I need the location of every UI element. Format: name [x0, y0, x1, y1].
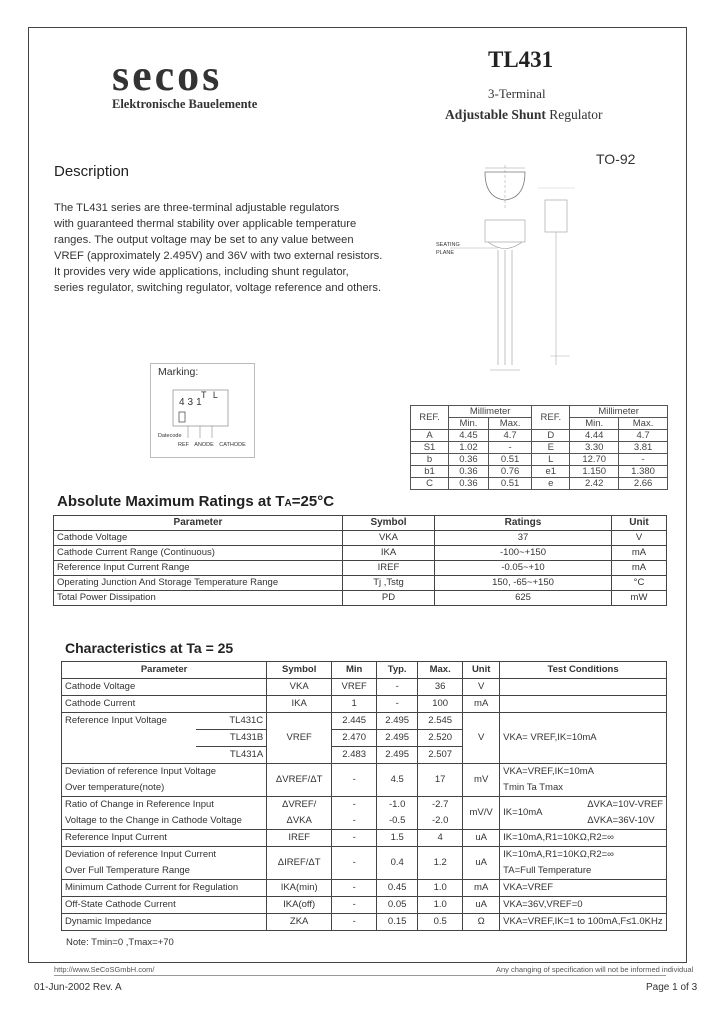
abs-max-cell: Cathode Voltage	[54, 531, 343, 546]
dim-header-ref2: REF.	[532, 406, 570, 430]
char-cell: 1.2	[418, 847, 463, 880]
desc-line: VREF (approximately 2.495V) and 36V with two external resistors.	[54, 250, 383, 262]
dim-cell: 1.02	[449, 442, 489, 454]
char-cell	[62, 847, 267, 880]
char-cell	[500, 679, 667, 696]
char-cell-line: -2.0	[431, 815, 449, 826]
dim-cell: 4.45	[449, 430, 489, 442]
char-cell: Reference Input Current	[62, 830, 267, 847]
table-row	[411, 442, 668, 454]
char-cell-line: -1.0	[388, 799, 406, 810]
char-cell: 17	[418, 764, 463, 797]
abs-max-cell: 625	[435, 591, 612, 606]
table-row	[62, 713, 667, 730]
char-cell: 2.470	[332, 730, 377, 747]
char-cell-line: Voltage to the Change in Cathode Voltage	[65, 815, 242, 826]
dim-cell: 4.7	[619, 430, 668, 442]
abs-max-heading	[57, 493, 334, 510]
dim-cell: 2.42	[570, 478, 619, 490]
char-cell: Dynamic Impedance	[62, 914, 267, 931]
abs-max-cell: PD	[343, 591, 435, 606]
dim-cell: 0.51	[488, 478, 531, 490]
char-cell: ΔIREF/ΔT	[267, 847, 332, 880]
subtitle-regulator	[445, 107, 603, 123]
char-cell	[332, 797, 377, 830]
dim-min: Min.	[449, 418, 489, 430]
char-cell: Ω	[463, 914, 500, 931]
char-cell: -	[332, 880, 377, 897]
desc-line: with guaranteed thermal stability over applicable temperature	[54, 218, 357, 230]
abs-max-heading-text: Absolute Maximum Ratings at T	[57, 493, 285, 510]
company-logo: secos	[112, 51, 223, 100]
dim-cell: 3.30	[570, 442, 619, 454]
char-cell: 36	[418, 679, 463, 696]
abs-max-cell: Cathode Current Range (Continuous)	[54, 546, 343, 561]
table-row	[411, 454, 668, 466]
footer-divider	[54, 975, 666, 976]
char-cell: VREF	[267, 713, 332, 764]
dim-cell: 0.51	[488, 454, 531, 466]
dim-header-row	[411, 406, 668, 418]
char-cell-line: TA=Full Temperature	[503, 865, 592, 876]
dim-cell: S1	[411, 442, 449, 454]
char-cell: mA	[463, 696, 500, 713]
package-name: TO-92	[596, 151, 636, 167]
abs-max-cell: Operating Junction And Storage Temperature Range	[54, 576, 343, 591]
char-header: Test Conditions	[500, 662, 667, 679]
abs-max-cell: 37	[435, 531, 612, 546]
dim-cell: C	[411, 478, 449, 490]
char-cell: mV	[463, 764, 500, 797]
char-cell: 0.4	[377, 847, 418, 880]
pin-labels: REF ANODE CATHODE	[178, 442, 246, 448]
char-cell: VKA= VREF,IK=10mA	[500, 713, 667, 764]
char-header: Symbol	[267, 662, 332, 679]
char-cell: -	[332, 764, 377, 797]
dim-cell: -	[488, 442, 531, 454]
abs-max-cell: -0.05~+10	[435, 561, 612, 576]
char-cell: 4	[418, 830, 463, 847]
dim-cell: 4.44	[570, 430, 619, 442]
desc-line: The TL431 series are three-terminal adjustable regulators	[54, 202, 340, 214]
char-cell: IREF	[267, 830, 332, 847]
char-cell: 2.495	[377, 713, 418, 730]
desc-line: It provides very wide applications, including shunt regulator,	[54, 266, 349, 278]
char-cell: Reference Input Voltage	[62, 713, 197, 764]
table-row	[62, 897, 667, 914]
char-cell: -	[377, 696, 418, 713]
abs-max-cell: mW	[612, 591, 667, 606]
table-row	[54, 576, 667, 591]
part-number: TL431	[488, 47, 554, 72]
abs-max-heading-sub: A	[284, 498, 292, 509]
dim-cell: E	[532, 442, 570, 454]
subtitle-rest: Regulator	[545, 107, 603, 122]
table-row	[62, 679, 667, 696]
char-cell	[62, 797, 267, 830]
marking-title: Marking:	[158, 366, 199, 378]
char-cell-line: Tmin Ta Tmax	[503, 782, 564, 793]
char-cell: 0.15	[377, 914, 418, 931]
dim-cell: 1.150	[570, 466, 619, 478]
abs-max-cell: °C	[612, 576, 667, 591]
char-header: Max.	[418, 662, 463, 679]
dim-cell: 0.76	[488, 466, 531, 478]
char-cell: VKA=VREF	[500, 880, 667, 897]
table-row	[411, 430, 668, 442]
char-cell: uA	[463, 897, 500, 914]
char-cell: 0.5	[418, 914, 463, 931]
dim-cell: b	[411, 454, 449, 466]
dim-cell: L	[532, 454, 570, 466]
abs-max-cell: mA	[612, 546, 667, 561]
char-cell: 100	[418, 696, 463, 713]
dim-cell: 3.81	[619, 442, 668, 454]
package-drawing	[430, 160, 590, 380]
char-cell: Off-State Cathode Current	[62, 897, 267, 914]
char-header-row	[62, 662, 667, 679]
char-cell: Minimum Cathode Current for Regulation	[62, 880, 267, 897]
char-cell: IKA(off)	[267, 897, 332, 914]
plane-label: PLANE	[436, 250, 455, 256]
abs-max-cell: Tj ,Tstg	[343, 576, 435, 591]
char-cell: -	[332, 897, 377, 914]
char-cell: VKA=36V,VREF=0	[500, 897, 667, 914]
dim-cell: A	[411, 430, 449, 442]
char-cell: 1	[332, 696, 377, 713]
char-cell: ZKA	[267, 914, 332, 931]
char-cell: VREF	[332, 679, 377, 696]
dim-cell: 0.36	[449, 478, 489, 490]
characteristics-heading: Characteristics at Ta = 25	[65, 640, 234, 656]
table-row	[54, 591, 667, 606]
char-cell	[500, 847, 667, 880]
company-subtitle: Elektronische Bauelemente	[112, 97, 258, 111]
char-cell-line: ΔVKA=36V-10V	[587, 815, 655, 826]
char-cell: TL431A	[196, 747, 267, 764]
char-cell-line: Over temperature(note)	[65, 782, 165, 793]
datecode-label: Datecode	[158, 433, 182, 439]
dim-cell: 4.7	[488, 430, 531, 442]
char-cell: -	[332, 847, 377, 880]
char-cell: 4.5	[377, 764, 418, 797]
char-cell: V	[463, 713, 500, 764]
abs-max-cell: Total Power Dissipation	[54, 591, 343, 606]
char-cell: 2.520	[418, 730, 463, 747]
char-cell: VKA	[267, 679, 332, 696]
char-cell: -	[332, 914, 377, 931]
char-cell: 2.483	[332, 747, 377, 764]
footer-date: 01-Jun-2002 Rev. A	[34, 982, 122, 993]
char-cell-line: -0.5	[388, 815, 406, 826]
char-cell: mA	[463, 880, 500, 897]
char-cell: 2.495	[377, 730, 418, 747]
char-cell: V	[463, 679, 500, 696]
char-cell: 0.45	[377, 880, 418, 897]
char-cell	[500, 764, 667, 797]
marking-code: 431	[179, 397, 205, 408]
char-cell	[500, 797, 667, 830]
abs-max-cell: IKA	[343, 546, 435, 561]
table-row	[54, 531, 667, 546]
table-row	[62, 764, 667, 797]
table-row	[62, 880, 667, 897]
subtitle-bold: Adjustable Shunt	[445, 107, 546, 122]
char-cell: 1.0	[418, 880, 463, 897]
table-row	[62, 696, 667, 713]
dimensions-table	[410, 405, 668, 490]
footer-url[interactable]: http://www.SeCoSGmbH.com/	[54, 965, 155, 974]
dim-max2: Max.	[619, 418, 668, 430]
char-cell: IKA	[267, 696, 332, 713]
char-cell	[62, 764, 267, 797]
dim-cell: e	[532, 478, 570, 490]
abs-max-header: Unit	[612, 516, 667, 531]
char-cell: 0.05	[377, 897, 418, 914]
abs-max-cell: -100~+150	[435, 546, 612, 561]
char-cell: IKA(min)	[267, 880, 332, 897]
char-cell: 2.445	[332, 713, 377, 730]
char-header: Typ.	[377, 662, 418, 679]
dim-min2: Min.	[570, 418, 619, 430]
char-cell: 2.507	[418, 747, 463, 764]
char-cell: -	[332, 830, 377, 847]
description-heading: Description	[54, 163, 130, 180]
char-cell: 2.495	[377, 747, 418, 764]
characteristics-table	[61, 661, 667, 931]
abs-max-cell: IREF	[343, 561, 435, 576]
dim-cell: b1	[411, 466, 449, 478]
char-cell: 1.5	[377, 830, 418, 847]
abs-max-cell: mA	[612, 561, 667, 576]
char-header: Parameter	[62, 662, 267, 679]
dim-cell: 0.36	[449, 466, 489, 478]
abs-max-header: Symbol	[343, 516, 435, 531]
table-row	[62, 914, 667, 931]
char-cell: Cathode Current	[62, 696, 267, 713]
char-cell: -	[377, 679, 418, 696]
char-cell	[418, 797, 463, 830]
dim-cell: D	[532, 430, 570, 442]
abs-max-cell: Reference Input Current Range	[54, 561, 343, 576]
char-cell-line: IK=10mA,R1=10KΩ,R2=∞	[503, 849, 614, 860]
char-cell-line: Ratio of Change in Reference Input	[65, 799, 214, 810]
char-cell: TL431C	[196, 713, 267, 730]
dim-cell: e1	[532, 466, 570, 478]
char-cell: IK=10mA,R1=10KΩ,R2=∞	[500, 830, 667, 847]
char-cell: mV/V	[463, 797, 500, 830]
char-cell	[500, 696, 667, 713]
char-cell-line: -	[352, 799, 356, 810]
table-row	[411, 466, 668, 478]
marking-brand: T L	[201, 390, 220, 400]
dim-cell: 12.70	[570, 454, 619, 466]
abs-max-header-row	[54, 516, 667, 531]
char-header: Unit	[463, 662, 500, 679]
char-cell: 2.545	[418, 713, 463, 730]
description-text	[54, 200, 384, 296]
char-cell-line: IK=10mA	[503, 807, 543, 818]
char-cell-line: Over Full Temperature Range	[65, 865, 190, 876]
char-cell: ΔVREF/ΔT	[267, 764, 332, 797]
abs-max-cell: V	[612, 531, 667, 546]
char-cell-line: -2.7	[431, 799, 449, 810]
dim-max: Max.	[488, 418, 531, 430]
char-cell-line: Deviation of reference Input Voltage	[65, 766, 217, 777]
char-cell-line: ΔVKA=10V-VREF	[587, 799, 663, 810]
table-row	[62, 847, 667, 880]
abs-max-header: Ratings	[435, 516, 612, 531]
abs-max-cell: 150, -65~+150	[435, 576, 612, 591]
dim-cell: 1.380	[619, 466, 668, 478]
abs-max-header: Parameter	[54, 516, 343, 531]
dim-cell: 2.66	[619, 478, 668, 490]
dim-header-mm: Millimeter	[449, 406, 532, 418]
char-cell: VKA=VREF,IK=1 to 100mA,F≤1.0KHz	[500, 914, 667, 931]
abs-max-heading-rest: =25°C	[291, 493, 335, 510]
dim-header-mm2: Millimeter	[570, 406, 668, 418]
char-cell-right	[587, 797, 663, 829]
table-row	[411, 478, 668, 490]
char-cell-line: -	[352, 815, 356, 826]
char-cell: Cathode Voltage	[62, 679, 267, 696]
abs-max-cell: VKA	[343, 531, 435, 546]
dim-header-ref: REF.	[411, 406, 449, 430]
char-cell: 1.0	[418, 897, 463, 914]
char-cell	[377, 797, 418, 830]
char-cell: uA	[463, 830, 500, 847]
abs-max-table	[53, 515, 667, 606]
char-cell: uA	[463, 847, 500, 880]
desc-line: ranges. The output voltage may be set to any value between	[54, 234, 354, 246]
footer-disclaimer: Any changing of specification will not be informed individual	[496, 965, 694, 974]
temperature-note: Note: Tmin=0 ,Tmax=+70	[66, 937, 174, 948]
table-row	[54, 561, 667, 576]
subtitle-terminal: 3-Terminal	[488, 86, 546, 101]
char-cell-line: Deviation of reference Input Current	[65, 849, 217, 860]
char-cell: TL431B	[196, 730, 267, 747]
char-cell-line: VKA=VREF,IK=10mA	[503, 766, 594, 777]
char-header: Min	[332, 662, 377, 679]
dim-cell: 0.36	[449, 454, 489, 466]
footer-page: Page 1 of 3	[646, 982, 698, 993]
desc-line: series regulator, switching regulator, voltage reference and others.	[54, 282, 382, 294]
table-row	[62, 830, 667, 847]
table-row	[54, 546, 667, 561]
char-cell: ΔVREF/ΔVKA	[267, 797, 332, 830]
seating-label: SEATING	[436, 242, 460, 248]
dim-cell: -	[619, 454, 668, 466]
table-row	[62, 797, 667, 830]
